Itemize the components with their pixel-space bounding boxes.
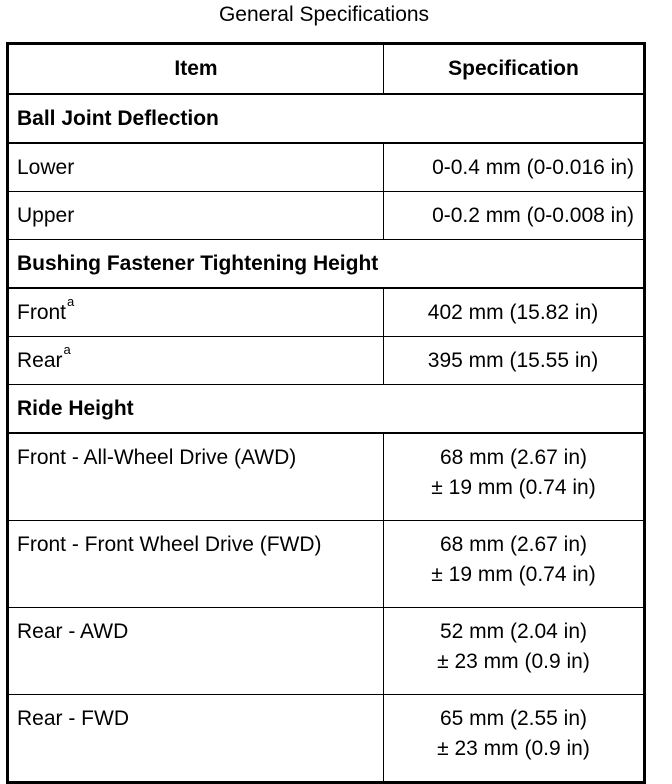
section-title: Ride Height — [8, 385, 645, 434]
item-cell: Front - All-Wheel Drive (AWD) — [8, 433, 384, 521]
item-cell: Upper — [8, 192, 384, 240]
footnote-marker: a — [67, 293, 75, 309]
specification-cell: 395 mm (15.55 in) — [384, 337, 645, 385]
spec-nominal: 68 mm (2.67 in) — [439, 533, 588, 556]
item-cell — [8, 337, 384, 385]
table-row — [8, 695, 645, 783]
specification-column-header: Specification — [384, 44, 645, 95]
table-row — [8, 337, 645, 385]
spec-tolerance: ± 23 mm (0.9 in) — [437, 650, 590, 673]
section-title: Ball Joint Deflection — [8, 94, 645, 143]
general-specifications-table — [6, 42, 646, 784]
table-row — [8, 143, 645, 192]
item-cell: Rear - FWD — [8, 695, 384, 783]
item-column-header: Item — [8, 44, 384, 95]
table-caption: General Specifications — [218, 3, 430, 26]
section-header-row — [8, 385, 645, 434]
item-cell: Rear - AWD — [8, 608, 384, 695]
item-cell: Front - Front Wheel Drive (FWD) — [8, 521, 384, 608]
specification-cell: 402 mm (15.82 in) — [384, 288, 645, 337]
table-row — [8, 521, 645, 608]
specification-cell — [384, 433, 645, 521]
specification-cell: 0-0.2 mm (0-0.008 in) — [384, 192, 645, 240]
table-row — [8, 192, 645, 240]
section-header-row — [8, 240, 645, 289]
section-title: Bushing Fastener Tightening Height — [8, 240, 645, 289]
item-cell — [8, 288, 384, 337]
specification-cell — [384, 608, 645, 695]
header-row — [8, 44, 645, 95]
spec-nominal: 65 mm (2.55 in) — [439, 707, 588, 730]
spec-tolerance: ± 19 mm (0.74 in) — [431, 476, 596, 499]
table-row — [8, 608, 645, 695]
specification-cell — [384, 521, 645, 608]
specification-cell — [384, 695, 645, 783]
spec-tolerance: ± 19 mm (0.74 in) — [431, 563, 596, 586]
table-row — [8, 433, 645, 521]
item-cell: Lower — [8, 143, 384, 192]
section-header-row — [8, 94, 645, 143]
table-row — [8, 288, 645, 337]
spec-tolerance: ± 23 mm (0.9 in) — [437, 737, 590, 760]
item-label: Rear — [17, 348, 63, 372]
item-label: Front — [17, 300, 67, 324]
spec-nominal: 52 mm (2.04 in) — [439, 620, 588, 643]
specification-cell: 0-0.4 mm (0-0.016 in) — [384, 143, 645, 192]
footnote-marker: a — [63, 341, 71, 357]
spec-nominal: 68 mm (2.67 in) — [439, 446, 588, 469]
